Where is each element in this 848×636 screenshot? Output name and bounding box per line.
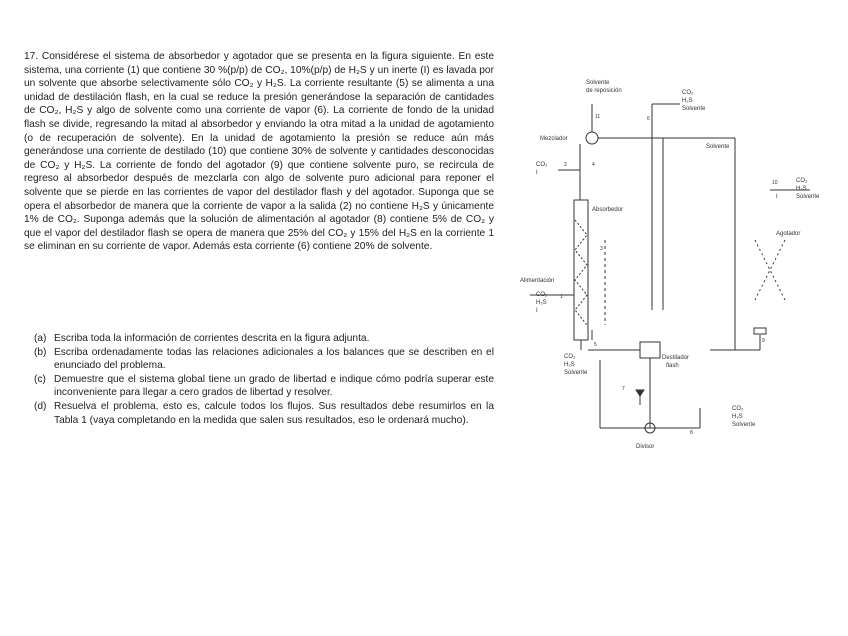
stream-num-11: 11 <box>595 114 601 120</box>
process-diagram <box>500 70 830 460</box>
label-right-co2: CO₂ <box>796 178 808 184</box>
stream-num-5: 5 <box>594 342 597 348</box>
mixer-symbol <box>586 132 598 144</box>
label-solvente-reposicion-1: Solvente <box>586 80 610 86</box>
question-label: (b) <box>34 346 47 358</box>
label-feed-co2: CO₂ <box>536 292 548 298</box>
label-top-co2: CO₂ <box>682 90 694 96</box>
label-top-solvente: Solvente <box>682 106 706 112</box>
absorber-packing <box>575 220 587 325</box>
label-bottom5-solvente: Solvente <box>564 370 588 376</box>
stream-num-7: 7 <box>622 386 625 392</box>
stripper-bottom <box>754 328 766 334</box>
question-b <box>34 346 494 373</box>
stream-num-1: 1 <box>560 294 563 300</box>
question-text: Demuestre que el sistema global tiene un grado de libertad e indique cómo podría superar este inconveniente para llegar a cero grados de libertad y resolver. <box>54 373 494 399</box>
label-right-i: I <box>776 194 778 200</box>
question-label: (d) <box>34 400 47 412</box>
label-feed-i: I <box>536 308 538 314</box>
stream-num-3: 3 <box>600 246 603 252</box>
label-stream2-i: I <box>536 170 538 176</box>
questions-list <box>34 332 494 427</box>
stream-num-2: 2 <box>564 162 567 168</box>
stream-num-4: 4 <box>592 162 595 168</box>
question-text: Resuelva el problema, esto es, calcule todos los flujos. Sus resultados debe resumirlos en la Tabla 1 (vaya completando en la medida que salen sus resultados, eso le ordenará mucho). <box>54 400 494 426</box>
label-bottom-right-h2s: H₂S <box>732 414 743 420</box>
question-d <box>34 400 494 427</box>
label-absorbedor: Absorbedor <box>592 207 624 213</box>
problem-statement: 17. Considérese el sistema de absorbedor y agotador que se presenta en la figura siguiente. En este sistema, una corriente (1) que contiene 30 %(p/p) de CO₂, 10%(p/p) de H₂S y un inerte (I) es lavada por un solvente que absorbe selectivamente sólo CO₂ y H₂S. La corriente resultante (5) se alimenta a una unidad de destilación flash, en la cual se reduce la presión generándose la separación de cantidades de CO₂, H₂S y algo de solvente como una corriente de vapor (6). La corriente de fondo de la unidad flash se divide, regresando la mitad al absorbedor y enviando la otra mitad a la unidad de agotamiento (o de recuperación de solvente). En la unidad de agotamiento la presión se reduce aún más generándose una corriente de destilado (10) que contiene 30% de solvente y cantidades desconocidas de CO₂ y H₂S. La corriente de fondo del agotador (9) que contiene solvente puro, se recircula de regreso al absorbedor después de mezclarla con algo de solvente puro adicional para reponer el solvente que se pierde en las corrientes de vapor del destilador flash y del agotador. Suponga que se opera el absorbedor de manera que la corriente de vapor a la salida (2) no contiene H₂S y únicamente 1% de CO₂. Suponga además que la solución de alimentación al agotador (8) contiene 5% de CO₂ y que el vapor del destilador flash se opera de manera que 25% del CO₂ y 15% del H₂S en la corriente 1 se eliminan en su corriente de vapor. Además esta corriente (6) contiene 20% de solvente. <box>24 51 494 253</box>
label-bottom5-co2: CO₂ <box>564 354 576 360</box>
stream-num-6: 6 <box>647 116 650 122</box>
question-label: (c) <box>34 373 46 385</box>
label-bottom-right-solvente: Solvente <box>732 422 756 428</box>
stream-num-9: 9 <box>762 338 765 344</box>
question-label: (a) <box>34 333 47 344</box>
flash-outlet-arrow <box>636 390 644 396</box>
question-a <box>34 332 494 346</box>
label-bottom-right-co2: CO₂ <box>732 406 744 412</box>
stream-num-10: 10 <box>772 180 778 186</box>
flash-vessel <box>640 342 660 358</box>
label-solvente-reposicion-2: de reposición <box>586 88 622 94</box>
label-right-solvente: Solvente <box>796 194 820 200</box>
label-divisor: Divisor <box>636 444 655 450</box>
label-alimentacion: Alimentación <box>520 278 555 284</box>
stream-num-8: 8 <box>690 430 693 436</box>
label-feed-h2s: H₂S <box>536 300 547 306</box>
label-stream2-co2: CO₂ <box>536 162 548 168</box>
question-text: Escriba ordenadamente todas las relaciones adicionales a los balances que se describen en el enunciado del problema. <box>54 346 494 372</box>
label-mezclador: Mezclador <box>540 136 568 142</box>
question-c <box>34 373 494 400</box>
label-destilador: Destilador <box>662 355 690 361</box>
label-bottom5-h2s: H₂S <box>564 362 575 368</box>
label-right-h2s: H₂S <box>796 186 807 192</box>
question-text: Escriba toda la información de corrientes descrita en la figura adjunta. <box>54 333 370 344</box>
label-flash: flash <box>666 363 679 369</box>
label-agotador: Agotador <box>776 231 801 237</box>
stripper-shape <box>755 240 785 300</box>
label-top-h2s: H₂S <box>682 98 693 104</box>
label-solvente-top: Solvente <box>706 144 730 150</box>
